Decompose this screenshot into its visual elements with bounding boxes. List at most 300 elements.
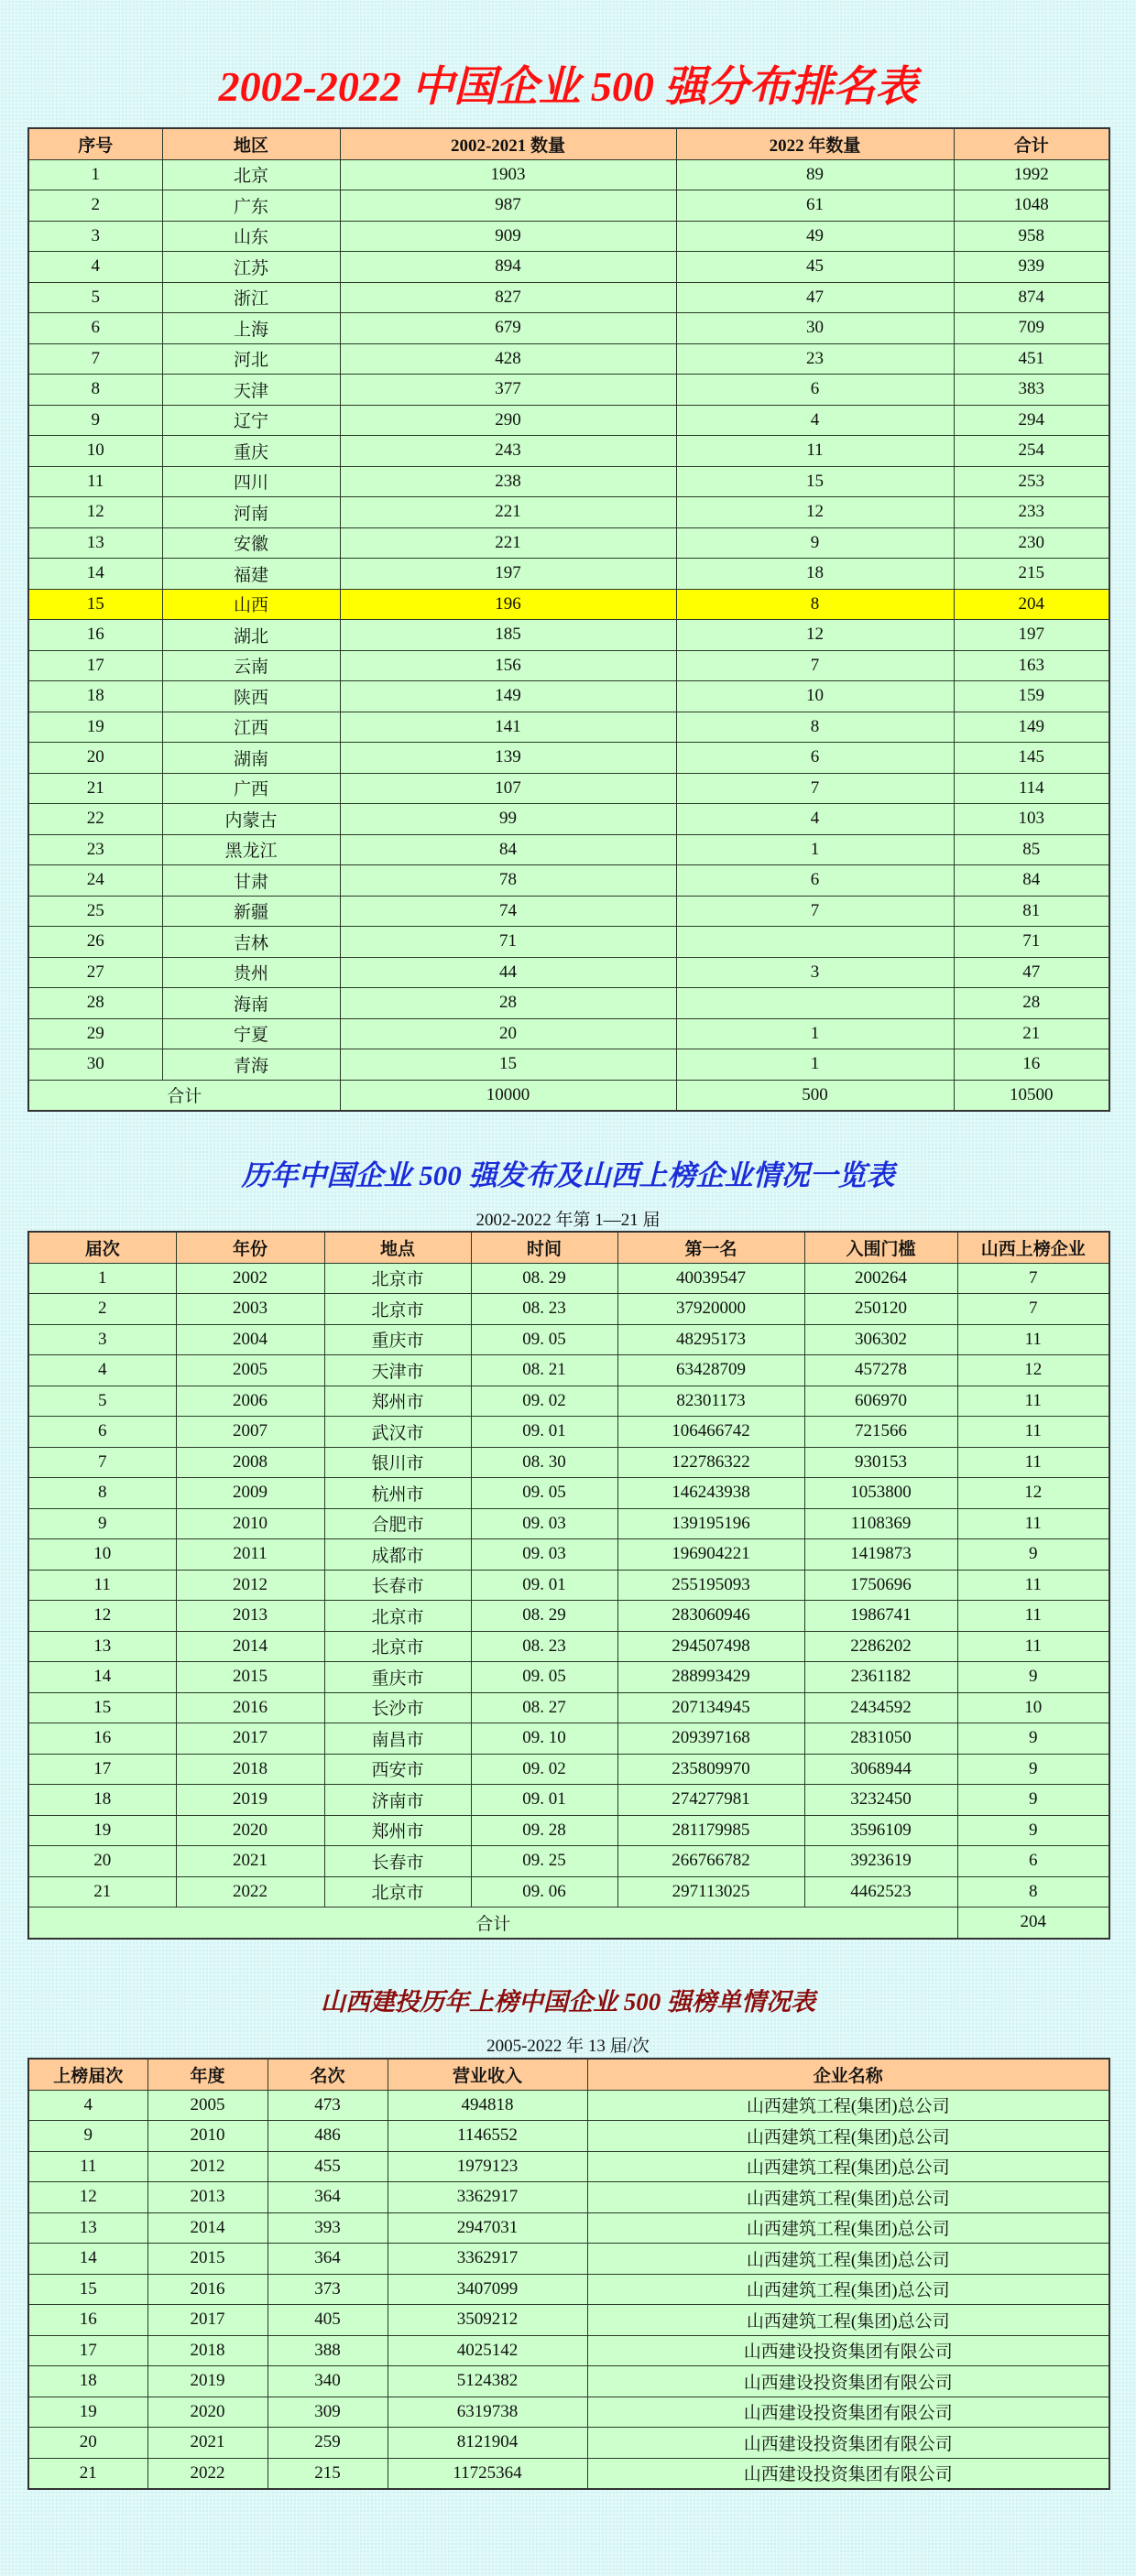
table-cell: 北京市	[324, 1876, 471, 1908]
table-cell: 9	[957, 1785, 1109, 1816]
table-cell: 1	[28, 159, 162, 190]
table-cell: 2010	[176, 1508, 324, 1539]
table-row	[28, 865, 1109, 897]
total-value: 10500	[954, 1080, 1109, 1111]
table-cell: 47	[954, 957, 1109, 988]
table-cell: 6319738	[388, 2397, 587, 2428]
table-cell: 江苏	[162, 252, 340, 283]
shanxi-construction-table	[27, 2058, 1110, 2490]
table-cell: 8	[676, 589, 954, 620]
table-cell: 106466742	[617, 1417, 804, 1448]
table-cell: 1	[676, 1049, 954, 1081]
table-cell: 四川	[162, 466, 340, 497]
table-cell: 721566	[804, 1417, 957, 1448]
table-cell: 贵州	[162, 957, 340, 988]
table-cell: 09. 02	[471, 1386, 617, 1417]
table-cell: 2022	[147, 2458, 268, 2489]
table-cell: 山西建筑工程(集团)总公司	[587, 2305, 1109, 2336]
table-cell: 4	[28, 2090, 147, 2121]
table-cell: 19	[28, 2397, 147, 2428]
table-row	[28, 1324, 1109, 1355]
table-cell: 1986741	[804, 1601, 957, 1632]
table-cell: 139195196	[617, 1508, 804, 1539]
table-cell: 9	[28, 1508, 176, 1539]
table-cell: 09. 05	[471, 1478, 617, 1509]
table-cell: 99	[340, 804, 676, 835]
table-cell: 海南	[162, 988, 340, 1019]
table-cell: 2022	[176, 1876, 324, 1908]
table-cell: 21	[28, 773, 162, 804]
table-row	[28, 620, 1109, 651]
table-cell: 11	[957, 1386, 1109, 1417]
table-cell: 163	[954, 650, 1109, 681]
table-cell: 北京市	[324, 1263, 471, 1294]
table-cell: 8	[28, 375, 162, 406]
table-cell: 11	[676, 436, 954, 467]
table-row	[28, 1447, 1109, 1478]
table-cell: 122786322	[617, 1447, 804, 1478]
table-cell: 30	[28, 1049, 162, 1081]
table-cell: 1903	[340, 159, 676, 190]
table-cell: 141	[340, 712, 676, 743]
table-cell: 7	[28, 343, 162, 375]
table-cell: 09. 05	[471, 1662, 617, 1693]
table-cell: 13	[28, 1631, 176, 1662]
table-cell: 29	[28, 1018, 162, 1049]
table3-title: 山西建投历年上榜中国企业 500 强榜单情况表	[321, 1988, 815, 2016]
table-cell: 26	[28, 927, 162, 958]
table-cell: 2019	[147, 2366, 268, 2397]
table-row	[28, 1692, 1109, 1723]
table-cell: 2013	[176, 1601, 324, 1632]
table-cell: 6	[676, 743, 954, 774]
table-cell: 2021	[176, 1846, 324, 1877]
table-cell: 146243938	[617, 1478, 804, 1509]
table-row	[28, 834, 1109, 865]
table-cell: 3	[676, 957, 954, 988]
table-cell: 09. 03	[471, 1508, 617, 1539]
table-cell: 4	[676, 405, 954, 436]
table-row	[28, 1662, 1109, 1693]
table-cell: 254	[954, 436, 1109, 467]
table-cell: 20	[28, 743, 162, 774]
table-cell: 1750696	[804, 1570, 957, 1601]
table-cell: 14	[28, 1662, 176, 1693]
table-cell: 309	[268, 2397, 388, 2428]
table-cell: 5124382	[388, 2366, 587, 2397]
table-cell	[676, 988, 954, 1019]
table-cell: 15	[340, 1049, 676, 1081]
table-cell: 364	[268, 2244, 388, 2275]
table-row	[28, 681, 1109, 712]
table-cell: 天津	[162, 375, 340, 406]
table-cell: 江西	[162, 712, 340, 743]
table-cell: 74	[340, 896, 676, 927]
table-cell: 9	[676, 527, 954, 559]
table-cell: 河北	[162, 343, 340, 375]
table-cell: 48295173	[617, 1324, 804, 1355]
table-cell: 2006	[176, 1386, 324, 1417]
table-cell: 149	[954, 712, 1109, 743]
table-cell: 广西	[162, 773, 340, 804]
table-cell: 08. 29	[471, 1601, 617, 1632]
table-cell: 297113025	[617, 1876, 804, 1908]
table-cell: 08. 23	[471, 1294, 617, 1325]
table-cell: 215	[268, 2458, 388, 2489]
table-row	[28, 1601, 1109, 1632]
table-cell: 银川市	[324, 1447, 471, 1478]
table-cell: 21	[28, 1876, 176, 1908]
table-cell: 郑州市	[324, 1815, 471, 1846]
table-cell: 107	[340, 773, 676, 804]
table-cell: 30	[676, 313, 954, 344]
column-header: 山西上榜企业	[957, 1232, 1109, 1263]
table-cell: 71	[340, 927, 676, 958]
table-cell: 7	[676, 650, 954, 681]
table-cell: 3407099	[388, 2274, 587, 2305]
table-cell: 156	[340, 650, 676, 681]
table-cell: 21	[954, 1018, 1109, 1049]
table-cell: 209397168	[617, 1723, 804, 1755]
table-cell: 山西	[162, 589, 340, 620]
table-cell: 145	[954, 743, 1109, 774]
table-cell: 197	[340, 559, 676, 590]
table-cell: 874	[954, 282, 1109, 313]
table-row	[28, 1570, 1109, 1601]
table-cell: 08. 27	[471, 1692, 617, 1723]
table-cell: 1	[28, 1263, 176, 1294]
table-cell: 196	[340, 589, 676, 620]
table-cell: 18	[28, 681, 162, 712]
table-cell: 新疆	[162, 896, 340, 927]
table-row	[28, 1785, 1109, 1816]
table-cell: 71	[954, 927, 1109, 958]
table-cell: 3362917	[388, 2182, 587, 2213]
table-cell: 207134945	[617, 1692, 804, 1723]
province-ranking-table	[27, 127, 1110, 1112]
table-cell: 20	[28, 2428, 147, 2459]
table-cell: 243	[340, 436, 676, 467]
table-cell: 47	[676, 282, 954, 313]
table-cell: 2007	[176, 1417, 324, 1448]
table-cell: 09. 10	[471, 1723, 617, 1755]
table-cell: 8	[28, 1478, 176, 1509]
table-row	[28, 527, 1109, 559]
table-cell: 1419873	[804, 1539, 957, 1571]
table-cell: 重庆市	[324, 1324, 471, 1355]
table-cell: 2020	[147, 2397, 268, 2428]
table-cell: 广东	[162, 190, 340, 222]
table-cell: 9	[957, 1723, 1109, 1755]
table-cell: 11	[957, 1447, 1109, 1478]
table-cell: 84	[954, 865, 1109, 897]
table-row	[28, 2212, 1109, 2244]
total-value: 10000	[340, 1080, 676, 1111]
table-row	[28, 1018, 1109, 1049]
table-cell: 149	[340, 681, 676, 712]
table-cell: 2361182	[804, 1662, 957, 1693]
table-cell: 14	[28, 559, 162, 590]
table-row	[28, 1815, 1109, 1846]
table-cell: 15	[28, 589, 162, 620]
table-cell: 山西建筑工程(集团)总公司	[587, 2121, 1109, 2152]
table-cell: 山西建设投资集团有限公司	[587, 2397, 1109, 2428]
column-header: 2002-2021 数量	[340, 128, 676, 159]
table-cell: 重庆	[162, 436, 340, 467]
table-cell: 8	[957, 1876, 1109, 1908]
table-cell: 340	[268, 2366, 388, 2397]
table-cell: 9	[28, 2121, 147, 2152]
total-value: 204	[957, 1908, 1109, 1939]
column-header: 企业名称	[587, 2059, 1109, 2090]
table-cell: 甘肃	[162, 865, 340, 897]
table-cell: 40039547	[617, 1263, 804, 1294]
table3-subtitle: 2005-2022 年 13 届/次	[486, 2037, 650, 2056]
table-cell: 长春市	[324, 1570, 471, 1601]
table-cell: 陕西	[162, 681, 340, 712]
table-cell: 北京市	[324, 1601, 471, 1632]
table-cell: 杭州市	[324, 1478, 471, 1509]
table-cell: 19	[28, 1815, 176, 1846]
table-cell: 宁夏	[162, 1018, 340, 1049]
table-row	[28, 1478, 1109, 1509]
table-row	[28, 2244, 1109, 2275]
table-row	[28, 405, 1109, 436]
table-cell: 230	[954, 527, 1109, 559]
table-cell: 221	[340, 527, 676, 559]
table-cell: 9	[957, 1539, 1109, 1571]
column-header: 年份	[176, 1232, 324, 1263]
table-cell: 13	[28, 527, 162, 559]
table-cell: 3923619	[804, 1846, 957, 1877]
table-cell: 北京市	[324, 1294, 471, 1325]
table-cell: 17	[28, 1754, 176, 1785]
table-cell: 455	[268, 2151, 388, 2182]
table-cell: 2012	[147, 2151, 268, 2182]
table-cell: 28	[954, 988, 1109, 1019]
total-value: 500	[676, 1080, 954, 1111]
table-cell: 364	[268, 2182, 388, 2213]
table-row	[28, 2121, 1109, 2152]
table-cell: 2014	[176, 1631, 324, 1662]
table-cell: 西安市	[324, 1754, 471, 1785]
table-row	[28, 221, 1109, 252]
table-cell: 内蒙古	[162, 804, 340, 835]
table-cell: 255195093	[617, 1570, 804, 1601]
table-cell: 61	[676, 190, 954, 222]
table-cell: 290	[340, 405, 676, 436]
table-cell: 196904221	[617, 1539, 804, 1571]
table-cell: 2286202	[804, 1631, 957, 1662]
table-cell: 28	[28, 988, 162, 1019]
column-header: 名次	[268, 2059, 388, 2090]
table-cell: 266766782	[617, 1846, 804, 1877]
table-cell: 238	[340, 466, 676, 497]
table-cell: 2002	[176, 1263, 324, 1294]
table-cell: 25	[28, 896, 162, 927]
table-cell: 827	[340, 282, 676, 313]
table-cell: 939	[954, 252, 1109, 283]
table-cell: 2021	[147, 2428, 268, 2459]
table-cell: 1146552	[388, 2121, 587, 2152]
table-cell: 2018	[147, 2335, 268, 2366]
table-cell: 6	[28, 313, 162, 344]
table-cell: 451	[954, 343, 1109, 375]
table-cell: 22	[28, 804, 162, 835]
table-cell: 909	[340, 221, 676, 252]
table-row	[28, 2397, 1109, 2428]
table-cell: 2020	[176, 1815, 324, 1846]
table-cell: 2017	[176, 1723, 324, 1755]
table-cell: 湖北	[162, 620, 340, 651]
table-cell: 北京	[162, 159, 340, 190]
table-cell: 3509212	[388, 2305, 587, 2336]
column-header: 营业收入	[388, 2059, 587, 2090]
table-cell: 11725364	[388, 2458, 587, 2489]
table-row	[28, 343, 1109, 375]
table-cell: 09. 01	[471, 1417, 617, 1448]
table-row	[28, 2182, 1109, 2213]
table-cell: 7	[28, 1447, 176, 1478]
table-cell: 3232450	[804, 1785, 957, 1816]
table-cell: 1	[676, 834, 954, 865]
table-cell: 930153	[804, 1447, 957, 1478]
table-cell: 2010	[147, 2121, 268, 2152]
table-cell: 281179985	[617, 1815, 804, 1846]
table-cell: 天津市	[324, 1355, 471, 1386]
table-cell: 405	[268, 2305, 388, 2336]
table-cell: 09. 06	[471, 1876, 617, 1908]
table-cell: 7	[957, 1263, 1109, 1294]
table-cell: 388	[268, 2335, 388, 2366]
table-row	[28, 375, 1109, 406]
table-cell: 2005	[147, 2090, 268, 2121]
table-cell: 2005	[176, 1355, 324, 1386]
table-cell: 21	[28, 2458, 147, 2489]
table-cell: 3068944	[804, 1754, 957, 1785]
table-cell: 23	[676, 343, 954, 375]
table-cell: 2	[28, 190, 162, 222]
table-cell: 274277981	[617, 1785, 804, 1816]
table-cell: 45	[676, 252, 954, 283]
table-cell: 山西建设投资集团有限公司	[587, 2458, 1109, 2489]
column-header: 年度	[147, 2059, 268, 2090]
table-cell: 2008	[176, 1447, 324, 1478]
table-cell: 494818	[388, 2090, 587, 2121]
table-cell: 福建	[162, 559, 340, 590]
column-header: 2022 年数量	[676, 128, 954, 159]
table-cell: 长沙市	[324, 1692, 471, 1723]
table-cell: 1048	[954, 190, 1109, 222]
table-cell: 3596109	[804, 1815, 957, 1846]
table-cell: 8	[676, 712, 954, 743]
table-cell: 49	[676, 221, 954, 252]
table-row	[28, 988, 1109, 1019]
table-cell: 82301173	[617, 1386, 804, 1417]
table-cell: 11	[28, 466, 162, 497]
table-cell: 27	[28, 957, 162, 988]
table-cell: 辽宁	[162, 405, 340, 436]
table-cell: 山西建设投资集团有限公司	[587, 2428, 1109, 2459]
table-cell: 259	[268, 2428, 388, 2459]
table-cell: 294	[954, 405, 1109, 436]
table-cell: 15	[676, 466, 954, 497]
table2-title: 历年中国企业 500 强发布及山西上榜企业情况一览表	[241, 1159, 895, 1191]
table-cell: 1108369	[804, 1508, 957, 1539]
table-row	[28, 1417, 1109, 1448]
table-row	[28, 957, 1109, 988]
column-header: 时间	[471, 1232, 617, 1263]
table-cell: 5	[28, 282, 162, 313]
table-cell: 3362917	[388, 2244, 587, 2275]
table-cell: 2003	[176, 1294, 324, 1325]
table-cell: 2434592	[804, 1692, 957, 1723]
table-cell: 2018	[176, 1754, 324, 1785]
table-cell: 7	[957, 1294, 1109, 1325]
table-cell: 山西建筑工程(集团)总公司	[587, 2182, 1109, 2213]
table-cell: 09. 25	[471, 1846, 617, 1877]
table-row	[28, 2090, 1109, 2121]
table-cell: 373	[268, 2274, 388, 2305]
table-cell: 23	[28, 834, 162, 865]
table-cell: 重庆市	[324, 1662, 471, 1693]
table-cell: 山西建筑工程(集团)总公司	[587, 2151, 1109, 2182]
table-cell: 8121904	[388, 2428, 587, 2459]
table-row	[28, 589, 1109, 620]
table-cell: 15	[28, 2274, 147, 2305]
table-cell: 09. 03	[471, 1539, 617, 1571]
table-row	[28, 2335, 1109, 2366]
table-row	[28, 1539, 1109, 1571]
table-cell: 185	[340, 620, 676, 651]
table-row	[28, 282, 1109, 313]
table-cell: 283060946	[617, 1601, 804, 1632]
table-cell: 2012	[176, 1570, 324, 1601]
column-header: 地点	[324, 1232, 471, 1263]
table-cell: 安徽	[162, 527, 340, 559]
table-cell: 486	[268, 2121, 388, 2152]
table-cell: 17	[28, 650, 162, 681]
table-cell: 16	[954, 1049, 1109, 1081]
table-cell: 28	[340, 988, 676, 1019]
table-row	[28, 1876, 1109, 1908]
table-cell: 浙江	[162, 282, 340, 313]
table-row	[28, 1754, 1109, 1785]
table-cell: 2	[28, 1294, 176, 1325]
table-row	[28, 559, 1109, 590]
table-cell: 南昌市	[324, 1723, 471, 1755]
table-header-row	[28, 128, 1109, 159]
table-cell: 84	[340, 834, 676, 865]
table-cell: 长春市	[324, 1846, 471, 1877]
table-cell: 上海	[162, 313, 340, 344]
table-cell: 11	[957, 1601, 1109, 1632]
table-cell: 7	[676, 896, 954, 927]
table-cell: 987	[340, 190, 676, 222]
table-cell: 湖南	[162, 743, 340, 774]
table-cell: 1053800	[804, 1478, 957, 1509]
table-cell: 青海	[162, 1049, 340, 1081]
table-cell: 294507498	[617, 1631, 804, 1662]
table-cell: 11	[957, 1324, 1109, 1355]
table-cell: 11	[28, 1570, 176, 1601]
table-cell: 4	[676, 804, 954, 835]
table-cell: 11	[28, 2151, 147, 2182]
table2-subtitle: 2002-2022 年第 1—21 届	[475, 1211, 661, 1230]
table-cell: 894	[340, 252, 676, 283]
table-cell: 13	[28, 2212, 147, 2244]
table-row	[28, 927, 1109, 958]
